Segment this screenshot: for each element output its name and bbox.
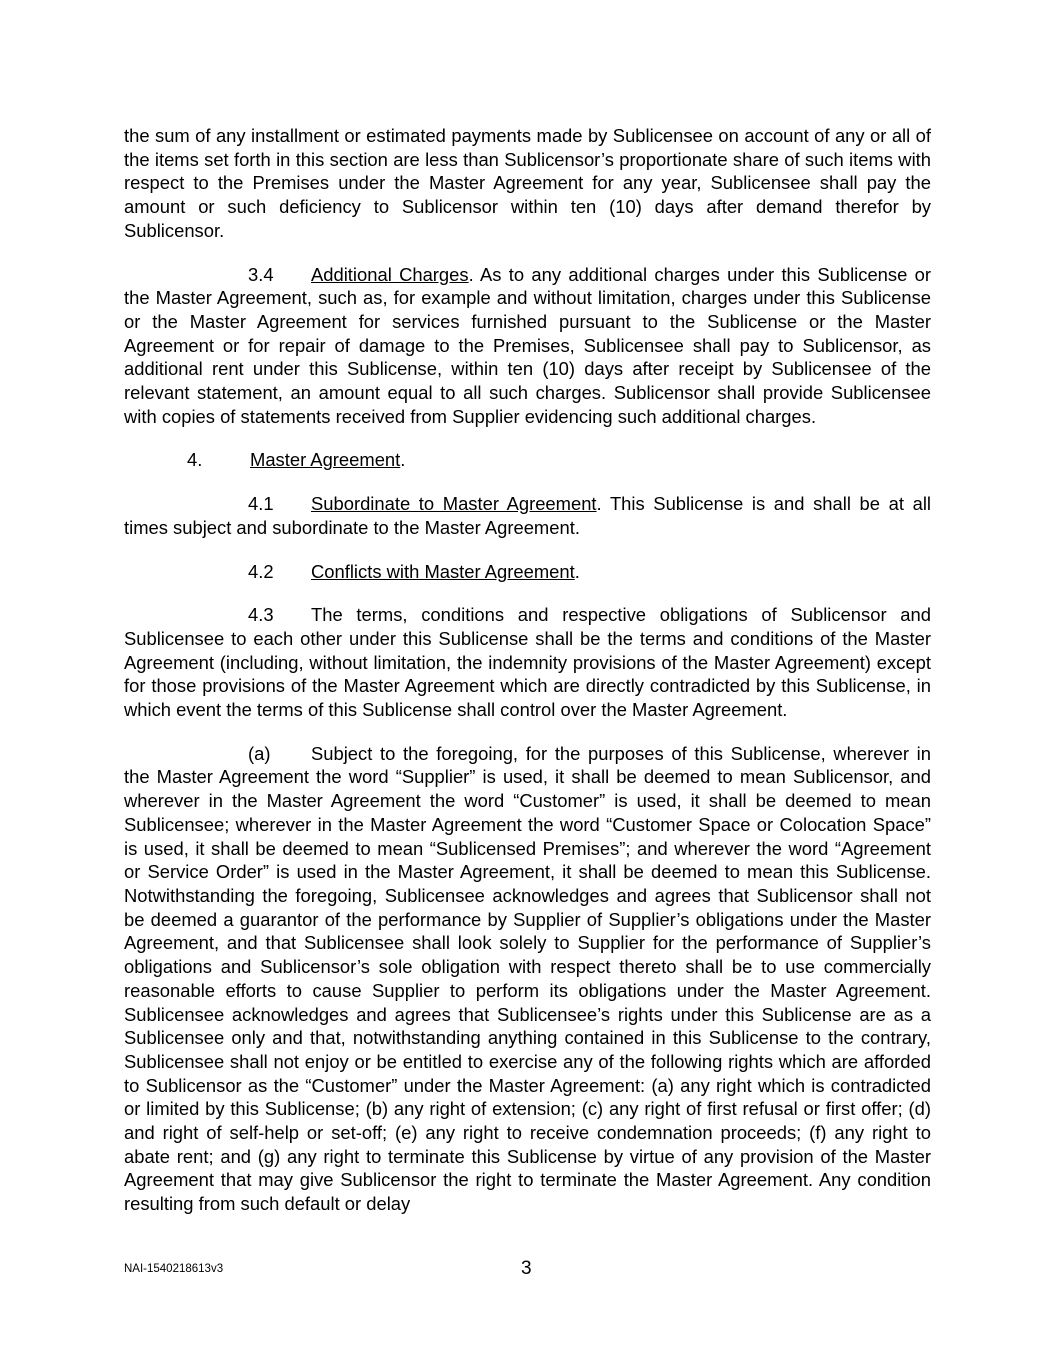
section-title: Additional Charges	[311, 263, 469, 285]
section-text: . This Sublicense is and shall be at all times subject and subordinate to the Master Agreement.	[124, 493, 931, 538]
section-4-3	[124, 603, 931, 722]
section-text: The terms, conditions and respective obligations of Sublicensor and Sublicensee to each other under this Sublicense shall be the terms and conditions of the Master Agreement (including, without limitation, the indemnity provisions of the Master Agreement) except for those provisions of the Master Agreement which are directly contradicted by this Sublicense, in which event the terms of this Sublicense shall control over the Master Agreement.	[124, 604, 931, 721]
section-text: Subject to the foregoing, for the purposes of this Sublicense, wherever in the Master Agreement the word “Supplier” is used, it shall be deemed to mean Sublicensor, and wherever in the Master Agreement the word “Customer” is used, it shall be deemed to mean Sublicensee; wherever in the Master Agreement the word “Customer Space or Colocation Space” is used, it shall be deemed to mean “Sublicensed Premises”; and wherever the word “Agreement or Service Order” is used in the Master Agreement, it shall be deemed to mean this Sublicense. Notwithstanding the foregoing, Sublicensee acknowledges and agrees that Sublicensor shall not be deemed a guarantor of the performance by Supplier of Supplier’s obligations under the Master Agreement, and that Sublicensee shall look solely to Supplier for the performance of Supplier’s obligations and Sublicensor’s sole obligation with respect thereto shall be to use commercially reasonable efforts to cause Supplier to perform its obligations under the Master Agreement. Sublicensee acknowledges and agrees that Sublicensee’s rights under this Sublicense are as a Sublicensee only and that, notwithstanding anything contained in this Sublicense to the contrary, Sublicensee shall not enjoy or be entitled to exercise any of the following rights which are afforded to Sublicensor as the “Customer” under the Master Agreement: (a) any right which is contradicted or limited by this Sublicense; (b) any right of extension; (c) any right of first refusal or first offer; (d) and right of self-help or set-off; (e) any right to receive condemnation proceeds; (f) any right to abate rent; and (g) any right to terminate this Sublicense by virtue of any provision of the Master Agreement that may give Sublicensor the right to terminate the Master Agreement. Any condition resulting from such default or delay	[124, 742, 931, 1215]
paragraph-continuation	[124, 124, 931, 243]
section-4-1	[124, 492, 931, 539]
section-title: Master Agreement	[250, 449, 401, 471]
paragraph-text: the sum of any installment or estimated payments made by Sublicensee on account of any or all of the items set forth in this section are less than Sublicensor’s proportionate share of such items with respect to the Premises under the Master Agreement for any year, Sublicensee shall pay the amount or such deficiency to Sublicensor within ten (10) days after demand therefor by Sublicensor.	[124, 125, 931, 241]
section-a	[124, 742, 931, 1216]
document-body	[124, 124, 931, 1216]
section-tail: .	[574, 560, 580, 582]
section-tail: .	[400, 449, 406, 471]
section-4	[124, 448, 931, 472]
section-title: Subordinate to Master Agreement	[311, 493, 597, 515]
section-4-2	[124, 560, 931, 584]
footer-document-id: NAI-1540218613v3	[124, 1263, 224, 1275]
section-number: (a)	[248, 742, 271, 764]
section-number: 4.2	[248, 560, 274, 582]
section-number: 4.3	[248, 604, 274, 626]
section-3-4	[124, 263, 931, 429]
footer-page-number: 3	[521, 1258, 532, 1279]
section-title: Conflicts with Master Agreement	[311, 560, 575, 582]
section-number: 3.4	[248, 263, 274, 285]
section-number: 4.	[187, 449, 203, 471]
section-text: . As to any additional charges under this Sublicense or the Master Agreement, such as, for example and without limitation, charges under this Sublicense or the Master Agreement for services furnished pursuant to the Sublicense or the Master Agreement or for repair of damage to the Premises, Sublicensee shall pay to Sublicensor, as additional rent under this Sublicense, within ten (10) days after receipt by Sublicensee of the relevant statement, an amount equal to all such charges. Sublicensor shall provide Sublicensee with copies of statements received from Supplier evidencing such additional charges.	[124, 263, 931, 427]
section-number: 4.1	[248, 493, 274, 515]
